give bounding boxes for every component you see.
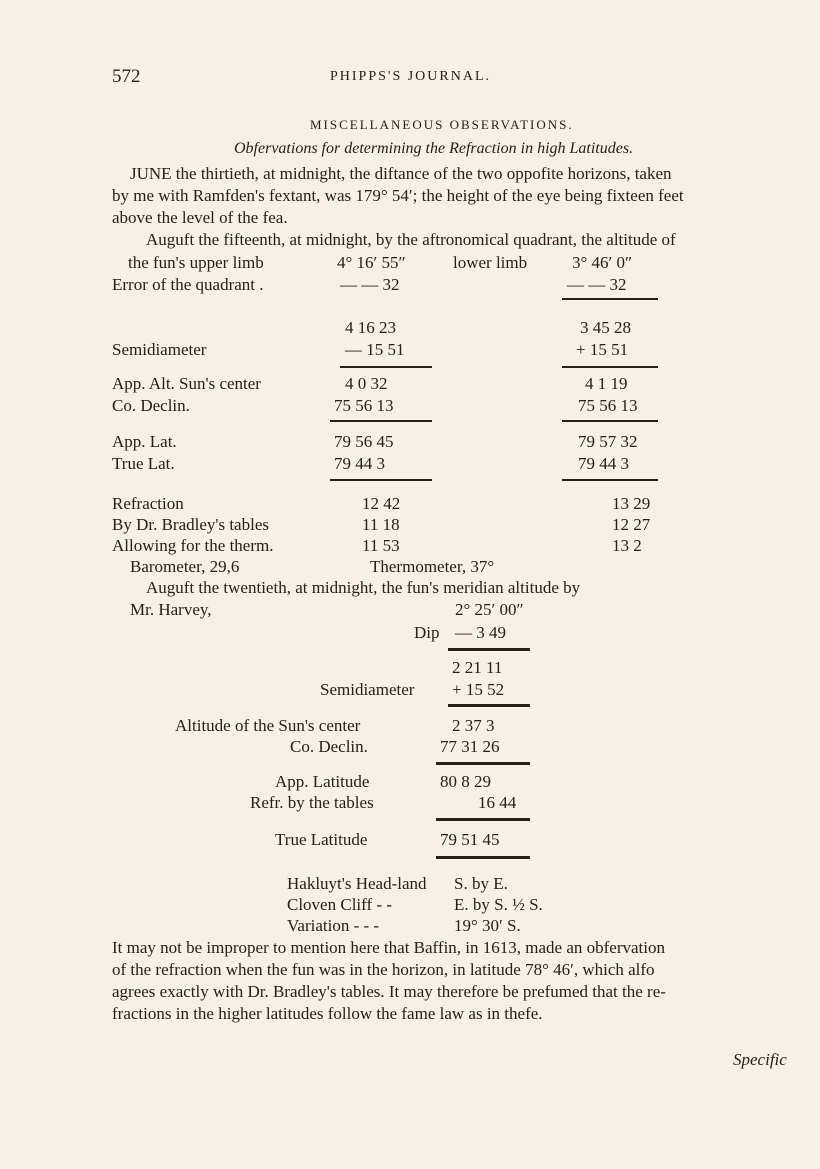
- table-cell-upper: 12 42: [362, 494, 401, 513]
- table-row-label: App. Lat.: [112, 432, 177, 451]
- table-cell-lower: 13 2: [612, 536, 642, 555]
- table-cell-lower: 4 1 19: [585, 374, 628, 393]
- upper-limb-value: 4° 16′ 55″: [337, 253, 406, 272]
- lower-limb-label: lower limb: [453, 253, 528, 272]
- true-lat-value: 79 51 45: [440, 830, 500, 849]
- table-row-label: Allowing for the therm.: [112, 536, 274, 555]
- rule: [330, 420, 432, 422]
- rule: [436, 818, 530, 821]
- table-cell-lower: 79 44 3: [578, 454, 629, 473]
- bearing-2-label: Cloven Cliff - -: [287, 895, 392, 914]
- rule: [436, 762, 530, 765]
- intro-line-3: above the level of the fea.: [112, 208, 288, 227]
- upper-limb-label: the fun's upper limb: [128, 253, 264, 272]
- thermometer: Thermometer, 37°: [370, 557, 495, 576]
- barometer: Barometer, 29,6: [130, 557, 240, 576]
- table-cell-upper: 75 56 13: [334, 396, 394, 415]
- alt-center-label: Altitude of the Sun's center: [175, 716, 361, 735]
- dip-label: Dip: [414, 623, 440, 642]
- rule: [562, 420, 658, 422]
- variation-value: 19° 30′ S.: [454, 916, 521, 935]
- variation-label: Variation - - -: [287, 916, 380, 935]
- error-label: Error of the quadrant .: [112, 275, 264, 294]
- table-cell-lower: 12 27: [612, 515, 651, 534]
- intro-line-1: JUNE the thirtieth, at midnight, the diftance of the two oppofite horizons, taken: [130, 164, 672, 183]
- declin-value: 77 31 26: [440, 737, 500, 756]
- table-row-label: By Dr. Bradley's tables: [112, 515, 269, 534]
- rule: [562, 298, 658, 300]
- table-row-label: Refraction: [112, 494, 184, 513]
- catchword: Specific: [733, 1050, 787, 1069]
- rule: [340, 366, 432, 368]
- rule: [330, 479, 432, 481]
- table-cell-upper: 79 56 45: [334, 432, 394, 451]
- lower-limb-value: 3° 46′ 0″: [572, 253, 633, 272]
- error-lower: — — 32: [567, 275, 627, 294]
- closing-line-2: of the refraction when the fun was in the horizon, in latitude 78° 46′, which alfo: [112, 960, 655, 979]
- alt-center-value: 2 37 3: [452, 716, 495, 735]
- declin-label: Co. Declin.: [290, 737, 368, 756]
- rule: [562, 366, 658, 368]
- table-cell-upper: 4 0 32: [345, 374, 388, 393]
- running-head: PHIPPS'S JOURNAL.: [330, 69, 492, 84]
- table-cell-lower: 3 45 28: [580, 318, 631, 337]
- observer: Mr. Harvey,: [130, 600, 212, 619]
- bearing-1-value: S. by E.: [454, 874, 508, 893]
- rule: [436, 856, 530, 859]
- table-cell-upper: — 15 51: [345, 340, 405, 359]
- aug20-line: Auguft the twentieth, at midnight, the fun's meridian altitude by: [146, 578, 581, 597]
- section-title: MISCELLANEOUS OBSERVATIONS.: [310, 117, 574, 132]
- table-cell-upper: 4 16 23: [345, 318, 396, 337]
- error-upper: — — 32: [340, 275, 400, 294]
- semi-value: + 15 52: [452, 680, 505, 699]
- page-number: 572: [112, 66, 141, 87]
- aug15-line: Auguft the fifteenth, at midnight, by the aftronomical quadrant, the altitude of: [146, 230, 676, 249]
- table-cell-lower: 79 57 32: [578, 432, 638, 451]
- true-lat-label: True Latitude: [275, 830, 368, 849]
- subtitle: Obfervations for determining the Refraction in high Latitudes.: [234, 140, 634, 157]
- rule: [448, 704, 530, 707]
- rule: [562, 479, 658, 481]
- table-cell-upper: 79 44 3: [334, 454, 385, 473]
- closing-line-4: fractions in the higher latitudes follow the fame law as in thefe.: [112, 1004, 543, 1023]
- table-cell-lower: 75 56 13: [578, 396, 638, 415]
- intro-line-2: by me with Ramfden's fextant, was 179° 54′; the height of the eye being fixteen feet: [112, 186, 684, 205]
- closing-line-1: It may not be improper to mention here that Baffin, in 1613, made an obfervation: [112, 938, 665, 957]
- table-row-label: Semidiameter: [112, 340, 207, 359]
- rule: [448, 648, 530, 651]
- aug20-altitude: 2° 25′ 00″: [455, 600, 524, 619]
- closing-line-3: agrees exactly with Dr. Bradley's tables. It may therefore be prefumed that the re-: [112, 982, 666, 1001]
- sum-value: 2 21 11: [452, 658, 503, 677]
- bearing-1-label: Hakluyt's Head-land: [287, 874, 427, 893]
- table-cell-lower: + 15 51: [576, 340, 629, 359]
- table-cell-lower: 13 29: [612, 494, 651, 513]
- refr-label: Refr. by the tables: [250, 793, 374, 812]
- app-lat-label: App. Latitude: [275, 772, 370, 791]
- app-lat-value: 80 8 29: [440, 772, 491, 791]
- table-row-label: Co. Declin.: [112, 396, 190, 415]
- bearing-2-value: E. by S. ½ S.: [454, 895, 543, 914]
- refr-value: 16 44: [478, 793, 517, 812]
- dip-value: — 3 49: [455, 623, 506, 642]
- table-row-label: App. Alt. Sun's center: [112, 374, 261, 393]
- semi-label: Semidiameter: [320, 680, 415, 699]
- table-cell-upper: 11 53: [362, 536, 400, 555]
- table-cell-upper: 11 18: [362, 515, 400, 534]
- table-row-label: True Lat.: [112, 454, 175, 473]
